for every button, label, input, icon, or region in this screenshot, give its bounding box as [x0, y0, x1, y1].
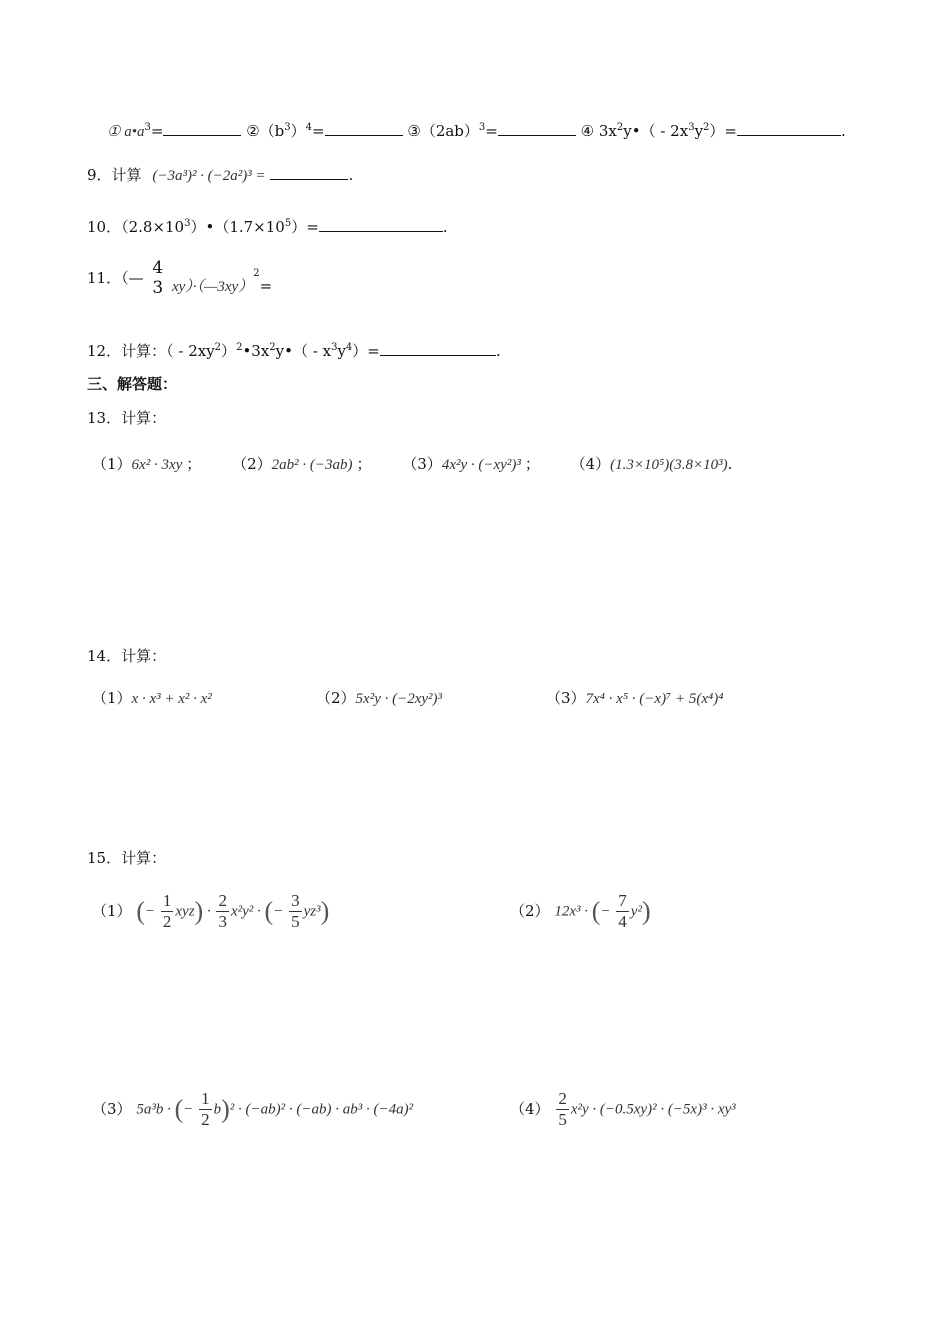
q8-mid: y [694, 122, 704, 140]
q13-items [92, 454, 732, 475]
fraction [216, 891, 229, 932]
q11-part-b: xy）·（—3xy） [171, 279, 254, 295]
q8-blank-2[interactable] [325, 120, 403, 136]
q15-label-4: （4） [510, 1100, 550, 1118]
q8-sup: 4 [305, 122, 313, 133]
dot: · [206, 903, 211, 920]
q11-part-a: 11．（— [87, 269, 144, 287]
q12-part-b: ） [221, 342, 237, 360]
q12-blank[interactable] [380, 340, 496, 356]
q12-part-d: y•（ - x [275, 342, 332, 360]
paren-open: ( [136, 896, 145, 926]
q8-eq: = [150, 122, 164, 140]
q11-numerator: 4 [152, 258, 164, 278]
denominator: 2 [201, 1110, 210, 1130]
term: 12x³ · [554, 903, 588, 920]
q15-item-1 [92, 888, 329, 934]
q15-label-3: （3） [92, 1100, 132, 1118]
q8-paren: ） [290, 122, 306, 140]
q15-expr-1 [136, 891, 330, 932]
denominator: 4 [618, 912, 627, 932]
separator: ； [356, 455, 372, 473]
q13-label-1: （1） [92, 455, 132, 473]
paren-open: ( [174, 1094, 184, 1124]
fraction [289, 891, 302, 932]
q14-item-3 [546, 688, 723, 709]
fraction [199, 1089, 212, 1130]
separator: ； [186, 455, 202, 473]
q11-denominator: 3 [152, 278, 164, 298]
q15-expr-2 [554, 891, 651, 932]
q10-part-b: ）•（1.7×10 [190, 218, 285, 236]
q8-row [107, 118, 846, 142]
denominator: 5 [291, 912, 300, 932]
q14-label-2: （2） [316, 689, 356, 707]
numerator: 2 [558, 1089, 567, 1109]
q8-sup: 3 [144, 122, 151, 133]
q12-sup: 4 [345, 342, 353, 353]
q12-sup: 3 [331, 342, 338, 353]
term: y² [630, 903, 642, 920]
q12-part-c: •3x [242, 342, 270, 360]
q12-eq: ）= [352, 342, 380, 360]
q8-mid: y•（ - 2x [623, 122, 689, 140]
q15-item-3 [92, 1086, 413, 1132]
q14-title: 14．计算： [87, 647, 167, 665]
q13-expr-4: (1.3×10⁵)(3.8×10³) [610, 457, 728, 473]
numerator: 7 [618, 891, 627, 911]
q13-expr-1: 6x² · 3xy [131, 457, 183, 473]
q15-expr-4 [554, 1089, 736, 1130]
period: . [841, 122, 846, 140]
q10-blank[interactable] [319, 216, 443, 232]
q14-expr-1: x · x³ + x² · x² [131, 691, 212, 707]
numerator: 2 [218, 891, 227, 911]
q8-eq: = [485, 122, 498, 140]
paren-open: ( [264, 896, 274, 926]
q11-eq: = [259, 277, 273, 295]
term: ² · (−ab)² · (−ab) · ab³ · (−4a)² [229, 1101, 414, 1118]
q8-sup: 3 [284, 122, 291, 133]
numerator: 1 [162, 891, 172, 911]
period: . [727, 455, 733, 473]
minus: − [183, 1101, 194, 1118]
denominator: 3 [218, 912, 227, 932]
term: b [213, 1101, 222, 1118]
q11-row [87, 258, 272, 298]
paren-close: ) [641, 896, 651, 926]
paren-close: ) [194, 896, 204, 926]
q12-row [87, 338, 501, 361]
q8-eq: = [312, 122, 325, 140]
q14-expr-3: 7x⁴ · x⁵ · (−x)⁷ + 5(x⁴)⁴ [585, 691, 724, 707]
q8-blank-3[interactable] [498, 120, 576, 136]
q8-part2: ②（b [246, 122, 285, 140]
term: x²y · (−0.5xy)² · (−5x)³ · xy³ [570, 1101, 736, 1118]
minus: − [145, 903, 156, 920]
q8-blank-1[interactable] [163, 120, 241, 136]
q8-sup: 3 [478, 122, 486, 133]
q9-row [87, 164, 353, 186]
q10-part-a: 10．（2.8×10 [87, 218, 185, 236]
q10-part-c: ）= [291, 218, 319, 236]
minus: − [273, 903, 284, 920]
q13-expr-3: 4x²y · (−xy²)³ [441, 457, 521, 473]
q14-label-1: （1） [92, 689, 132, 707]
numerator: 1 [201, 1089, 210, 1109]
q14-label-3: （3） [546, 689, 586, 707]
q15-item-4 [510, 1086, 736, 1132]
q13-label-3: （3） [402, 455, 442, 473]
fraction [616, 891, 629, 932]
q9-label: 9．计算 [87, 166, 142, 184]
q14-expr-2: 5x²y · (−2xy²)³ [355, 691, 443, 707]
q8-part1: ① a•a [107, 124, 145, 140]
paren-close: ) [221, 1094, 230, 1124]
separator: ； [524, 455, 540, 473]
q8-sup: 2 [616, 122, 624, 133]
q15-item-2 [510, 888, 651, 934]
fraction [161, 891, 174, 932]
q12-sup: 2 [214, 342, 222, 353]
q12-sup: 2 [236, 342, 243, 353]
q15-title: 15．计算： [87, 849, 167, 867]
q12-sup: 2 [269, 342, 276, 353]
term: xyz [175, 903, 195, 920]
q8-eq: ）= [709, 122, 737, 140]
term: yz³ [303, 903, 321, 920]
q9-blank[interactable] [270, 164, 348, 180]
q8-sup: 3 [688, 122, 695, 133]
q9-expression: (−3a³)² · (−2a²)³ = [152, 168, 266, 184]
q13-title: 13．计算： [87, 409, 167, 427]
q12-part-e: y [337, 342, 346, 360]
section-heading: 三、解答题： [87, 375, 178, 393]
q8-sup: 2 [703, 122, 710, 133]
q8-blank-4[interactable] [737, 120, 841, 136]
q8-part3: ③（2ab） [407, 122, 479, 140]
paren-open: ( [591, 896, 601, 926]
q11-sup: 2 [253, 268, 260, 279]
q13-expr-2: 2ab² · (−3ab) [271, 457, 353, 473]
fraction [556, 1089, 569, 1130]
q15-label-2: （2） [510, 902, 550, 920]
minus: − [600, 903, 611, 920]
q14-item-1 [92, 688, 212, 709]
q10-sup: 3 [184, 218, 191, 229]
q15-expr-3 [136, 1089, 414, 1130]
numerator: 3 [291, 891, 300, 911]
q10-row [87, 214, 448, 237]
term: 5a³b · [136, 1101, 171, 1118]
paren-close: ) [320, 896, 330, 926]
q13-label-4: （4） [570, 455, 611, 473]
period: . [442, 218, 448, 236]
q11-fraction [150, 258, 165, 298]
denominator: 5 [558, 1110, 567, 1130]
q10-sup: 5 [284, 218, 292, 229]
q8-part4: ④ 3x [580, 122, 617, 140]
q13-label-2: （2） [232, 455, 272, 473]
q15-label-1: （1） [92, 902, 132, 920]
q14-item-2 [316, 688, 442, 709]
period: . [348, 166, 354, 184]
term: x²y² · [230, 903, 261, 920]
q12-part-a: 12．计算：（ - 2xy [87, 342, 215, 360]
denominator: 2 [162, 912, 172, 932]
period: . [495, 342, 501, 360]
